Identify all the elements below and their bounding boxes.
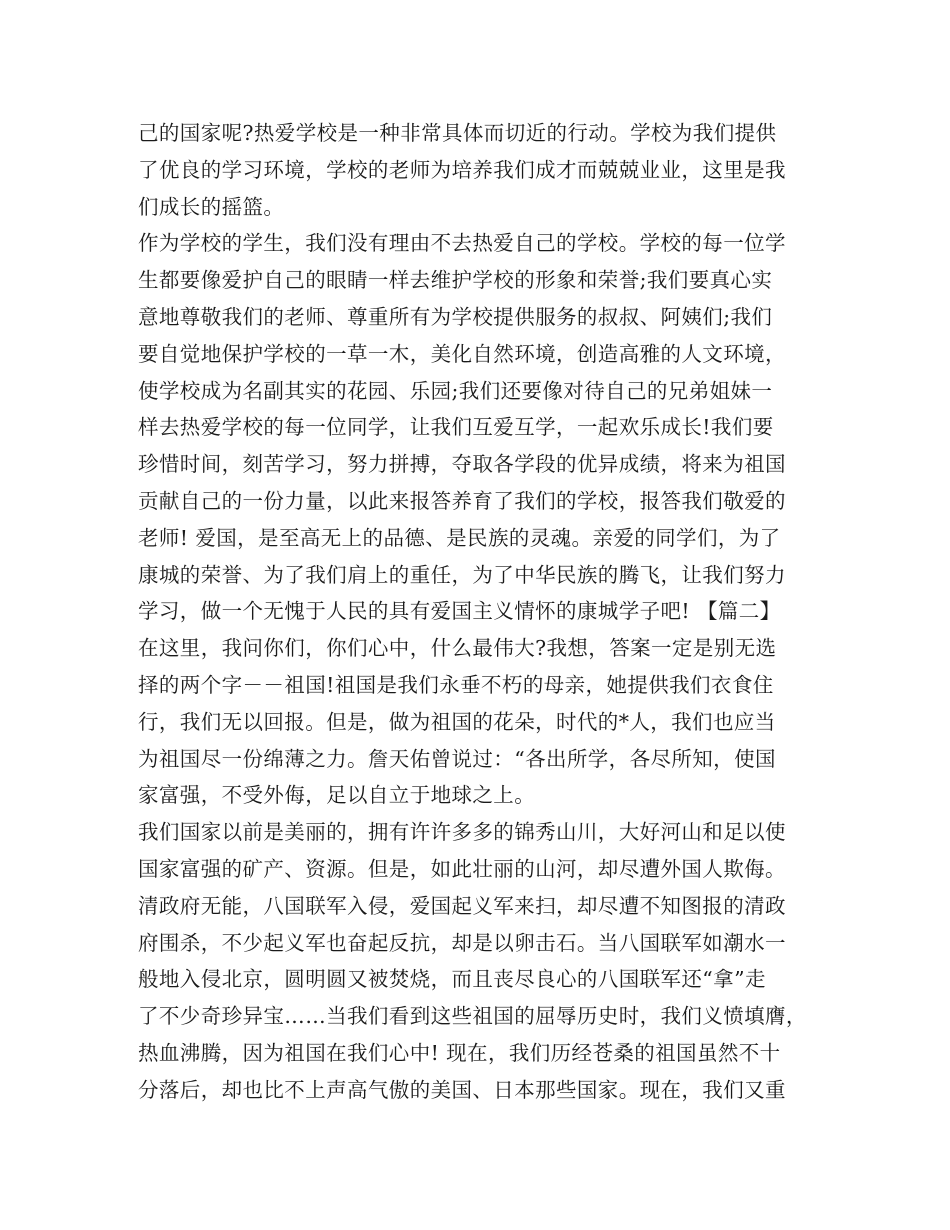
text-line: 为祖国尽一份绵薄之力。詹天佑曾说过：“各出所学，各尽所知，使国 [138,746,776,771]
text-line: 们成长的摇篮。 [138,194,285,219]
text-line: 老师! 爱国，是至高无上的品德、是民族的灵魂。亲爱的同学们，为了 [138,525,781,550]
body-text [138,115,818,1109]
text-line: 我们国家以前是美丽的，拥有许许多多的锦秀山川，大好河山和足以使 [138,820,786,845]
text-line: 样去热爱学校的每一位同学，让我们互爱互学，一起欢乐成长!我们要 [138,415,774,440]
text-line: 清政府无能，八国联军入侵，爱国起义军来扫，却尽遭不知图报的清政 [138,893,786,918]
text-line: 了优良的学习环境，学校的老师为培养我们成才而兢兢业业，这里是我 [138,157,786,182]
text-line: 珍惜时间，刻苦学习，努力拼搏，夺取各学段的优异成绩，将来为祖国 [138,452,786,477]
text-line: 热血沸腾，因为祖国在我们心中! 现在，我们历经苍桑的祖国虽然不十 [138,1040,781,1065]
text-line: 般地入侵北京，圆明圆又被焚烧，而且丧尽良心的八国联军还“拿”走 [138,967,766,992]
text-line: 学习，做一个无愧于人民的具有爱国主义情怀的康城学子吧! 【篇二】 [138,599,781,624]
text-line: 行，我们无以回报。但是，做为祖国的花朵，时代的*人，我们也应当 [138,709,776,734]
text-line: 己的国家呢?热爱学校是一种非常具体而切近的行动。学校为我们提供 [138,121,777,145]
text-line: 要自觉地保护学校的一草一木，美化自然环境，创造高雅的人文环境， [138,341,786,366]
text-line: 了不少奇珍异宝……当我们看到这些祖国的屈辱历史时，我们义愤填膺， [138,1004,807,1029]
text-line: 作为学校的学生，我们没有理由不去热爱自己的学校。学校的每一位学 [138,231,786,256]
text-line: 在这里，我问你们，你们心中，什么最伟大?我想，答案一定是别无选 [138,636,777,661]
text-line: 生都要像爱护自己的眼睛一样去维护学校的形象和荣誉;我们要真心实 [138,268,773,293]
text-line: 分落后，却也比不上声高气傲的美国、日本那些国家。现在，我们又重 [138,1077,786,1102]
text-line: 择的两个字－－祖国!祖国是我们永垂不朽的母亲，她提供我们衣食住 [138,672,774,697]
text-line: 康城的荣誉、为了我们肩上的重任，为了中华民族的腾飞，让我们努力 [138,562,786,587]
text-line: 家富强，不受外侮，足以自立于地球之上。 [138,783,536,808]
text-line: 使学校成为名副其实的花园、乐园;我们还要像对待自己的兄弟姐妹一 [138,378,773,403]
text-line: 国家富强的矿产、资源。但是，如此壮丽的山河，却尽遭外国人欺侮。 [138,856,786,881]
text-line: 意地尊敬我们的老师、尊重所有为学校提供服务的叔叔、阿姨们;我们 [138,304,773,329]
text-line: 府围杀，不少起义军也奋起反抗，却是以卵击石。当八国联军如潮水一 [138,930,786,955]
text-line: 贡献自己的一份力量，以此来报答养育了我们的学校，报答我们敬爱的 [138,488,786,513]
